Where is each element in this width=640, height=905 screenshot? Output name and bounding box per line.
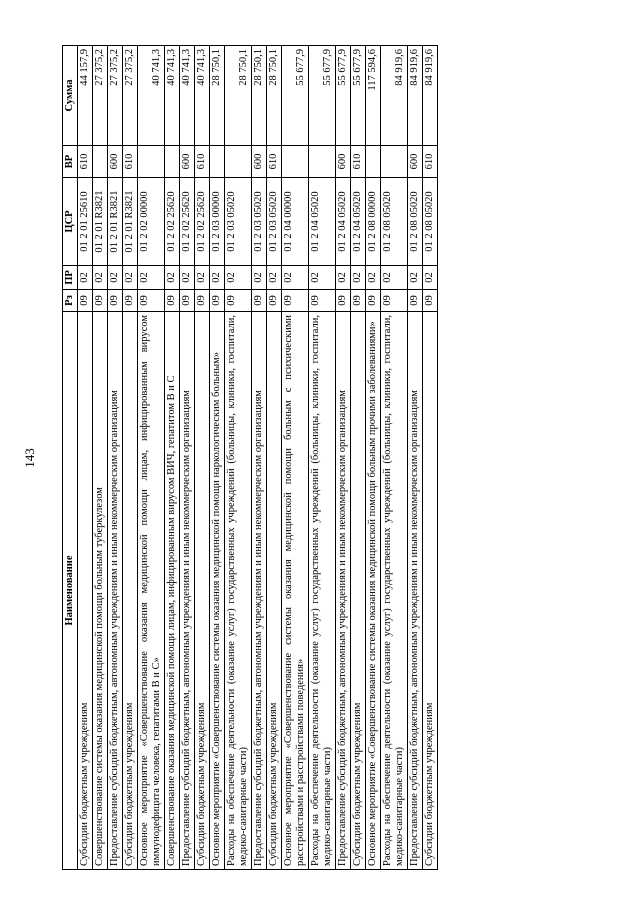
row-sum-cell: 84 919,6 xyxy=(381,46,408,146)
page-number: 143 xyxy=(22,448,37,468)
row-csr-cell: 01 2 08 05020 xyxy=(408,178,423,266)
row-rz-cell: 09 xyxy=(366,290,381,312)
row-vr-cell xyxy=(93,146,108,178)
row-vr-cell xyxy=(225,146,252,178)
row-sum-cell: 55 677,9 xyxy=(282,46,309,146)
row-csr-cell: 01 2 01 25610 xyxy=(78,178,93,266)
row-vr-cell: 610 xyxy=(423,146,438,178)
row-pr-cell: 02 xyxy=(366,266,381,290)
row-rz-cell: 09 xyxy=(180,290,195,312)
row-csr-cell: 01 2 02 25620 xyxy=(180,178,195,266)
row-rz-cell: 09 xyxy=(165,290,180,312)
row-sum-cell: 28 750,1 xyxy=(210,46,225,146)
row-name-cell: Предоставление субсидий бюджетным, автономным учреждениям и иным некоммерческим организациям xyxy=(108,312,123,870)
row-name-cell: Расходы на обеспечение деятельности (оказание услуг) государственных учреждений (больницы, клиники, госпитали, медико-санитарные части) xyxy=(381,312,408,870)
row-vr-cell xyxy=(309,146,336,178)
row-csr-cell: 01 2 01 R3821 xyxy=(93,178,108,266)
row-csr-cell: 01 2 08 05020 xyxy=(423,178,438,266)
row-vr-cell xyxy=(210,146,225,178)
row-rz-cell: 09 xyxy=(78,290,93,312)
table-row xyxy=(93,46,108,870)
row-name-cell: Предоставление субсидий бюджетным, автономным учреждениям и иным некоммерческим организациям xyxy=(180,312,195,870)
row-pr-cell: 02 xyxy=(93,266,108,290)
row-sum-cell: 84 919,6 xyxy=(423,46,438,146)
row-name-cell: Совершенствование системы оказания медицинской помощи больным туберкулезом xyxy=(93,312,108,870)
table-row xyxy=(165,46,180,870)
row-csr-cell: 01 2 02 25620 xyxy=(165,178,180,266)
header-csr: ЦСР xyxy=(63,178,78,266)
row-rz-cell: 09 xyxy=(267,290,282,312)
table-row xyxy=(336,46,351,870)
row-name-cell: Основное мероприятие «Совершенствование системы оказания медицинской помощи больным прочими заболеваниями» xyxy=(366,312,381,870)
row-csr-cell: 01 2 03 05020 xyxy=(267,178,282,266)
row-name-cell: Субсидии бюджетным учреждениям xyxy=(423,312,438,870)
row-pr-cell: 02 xyxy=(423,266,438,290)
row-pr-cell: 02 xyxy=(282,266,309,290)
row-vr-cell: 610 xyxy=(351,146,366,178)
row-sum-cell: 84 919,6 xyxy=(408,46,423,146)
row-sum-cell: 28 750,1 xyxy=(252,46,267,146)
row-pr-cell: 02 xyxy=(108,266,123,290)
row-pr-cell: 02 xyxy=(252,266,267,290)
header-vr: ВР xyxy=(63,146,78,178)
table-row xyxy=(78,46,93,870)
row-pr-cell: 02 xyxy=(336,266,351,290)
table-row xyxy=(138,46,165,870)
row-vr-cell: 600 xyxy=(108,146,123,178)
row-vr-cell: 600 xyxy=(336,146,351,178)
row-pr-cell: 02 xyxy=(408,266,423,290)
row-vr-cell: 610 xyxy=(123,146,138,178)
row-csr-cell: 01 2 04 05020 xyxy=(336,178,351,266)
table-row xyxy=(351,46,366,870)
row-sum-cell: 27 375,2 xyxy=(93,46,108,146)
row-rz-cell: 09 xyxy=(336,290,351,312)
row-name-cell: Совершенствование оказания медицинской помощи лицам, инфицированным вирусом ВИЧ, гепатитом В и С xyxy=(165,312,180,870)
table-row xyxy=(123,46,138,870)
row-pr-cell: 02 xyxy=(78,266,93,290)
row-csr-cell: 01 2 02 25620 xyxy=(195,178,210,266)
row-csr-cell: 01 2 01 R3821 xyxy=(123,178,138,266)
table-row xyxy=(108,46,123,870)
table-row xyxy=(252,46,267,870)
row-csr-cell: 01 2 03 05020 xyxy=(252,178,267,266)
row-sum-cell: 28 750,1 xyxy=(267,46,282,146)
row-vr-cell: 610 xyxy=(78,146,93,178)
row-sum-cell: 55 677,9 xyxy=(336,46,351,146)
row-rz-cell: 09 xyxy=(381,290,408,312)
row-pr-cell: 02 xyxy=(195,266,210,290)
row-rz-cell: 09 xyxy=(93,290,108,312)
row-name-cell: Субсидии бюджетным учреждениям xyxy=(123,312,138,870)
row-sum-cell: 27 375,2 xyxy=(123,46,138,146)
row-vr-cell: 600 xyxy=(252,146,267,178)
row-vr-cell xyxy=(165,146,180,178)
row-name-cell: Основное мероприятие «Совершенствование системы оказания медицинской помощи наркологическим больным» xyxy=(210,312,225,870)
table-row xyxy=(423,46,438,870)
row-name-cell: Предоставление субсидий бюджетным, автономным учреждениям и иным некоммерческим организациям xyxy=(408,312,423,870)
table-row xyxy=(381,46,408,870)
row-vr-cell xyxy=(138,146,165,178)
row-vr-cell xyxy=(366,146,381,178)
row-csr-cell: 01 2 03 05020 xyxy=(225,178,252,266)
row-sum-cell: 55 677,9 xyxy=(351,46,366,146)
row-sum-cell: 117 594,6 xyxy=(366,46,381,146)
header-name: Наименование xyxy=(63,312,78,870)
row-name-cell: Основное мероприятие «Совершенствование системы оказания медицинской помощи больным с психическими расстройствами и расстройствами поведения» xyxy=(282,312,309,870)
row-sum-cell: 40 741,3 xyxy=(138,46,165,146)
row-sum-cell: 27 375,2 xyxy=(108,46,123,146)
row-pr-cell: 02 xyxy=(267,266,282,290)
header-sum: Сумма xyxy=(63,46,78,146)
row-pr-cell: 02 xyxy=(309,266,336,290)
row-vr-cell xyxy=(381,146,408,178)
table-row xyxy=(195,46,210,870)
row-csr-cell: 01 2 04 00000 xyxy=(282,178,309,266)
row-name-cell: Предоставление субсидий бюджетным, автономным учреждениям и иным некоммерческим организациям xyxy=(252,312,267,870)
row-sum-cell: 55 677,9 xyxy=(309,46,336,146)
row-name-cell: Предоставление субсидий бюджетным, автономным учреждениям и иным некоммерческим организациям xyxy=(336,312,351,870)
row-rz-cell: 09 xyxy=(282,290,309,312)
table-row xyxy=(309,46,336,870)
row-sum-cell: 28 750,1 xyxy=(225,46,252,146)
row-pr-cell: 02 xyxy=(165,266,180,290)
row-rz-cell: 09 xyxy=(138,290,165,312)
row-vr-cell: 600 xyxy=(408,146,423,178)
row-csr-cell: 01 2 08 05020 xyxy=(381,178,408,266)
row-rz-cell: 09 xyxy=(195,290,210,312)
table-row xyxy=(366,46,381,870)
row-name-cell: Субсидии бюджетным учреждениям xyxy=(78,312,93,870)
row-sum-cell: 40 741,3 xyxy=(165,46,180,146)
row-rz-cell: 09 xyxy=(123,290,138,312)
table-body xyxy=(78,46,438,870)
row-vr-cell: 600 xyxy=(180,146,195,178)
budget-table xyxy=(62,45,438,870)
table-row xyxy=(210,46,225,870)
table-row xyxy=(408,46,423,870)
row-pr-cell: 02 xyxy=(225,266,252,290)
rotated-table-container xyxy=(62,46,586,870)
row-rz-cell: 09 xyxy=(210,290,225,312)
table-header-row xyxy=(63,46,78,870)
row-name-cell: Субсидии бюджетным учреждениям xyxy=(267,312,282,870)
row-name-cell: Основное мероприятие «Совершенствование оказания медицинской помощи лицам, инфицированным вирусом иммунодефицита человека, гепатитами В и С» xyxy=(138,312,165,870)
table-row xyxy=(180,46,195,870)
header-pr: ПР xyxy=(63,266,78,290)
row-vr-cell: 610 xyxy=(195,146,210,178)
row-rz-cell: 09 xyxy=(225,290,252,312)
row-rz-cell: 09 xyxy=(351,290,366,312)
row-rz-cell: 09 xyxy=(309,290,336,312)
row-csr-cell: 01 2 04 05020 xyxy=(351,178,366,266)
row-pr-cell: 02 xyxy=(123,266,138,290)
row-csr-cell: 01 2 01 R3821 xyxy=(108,178,123,266)
row-rz-cell: 09 xyxy=(252,290,267,312)
row-sum-cell: 44 157,9 xyxy=(78,46,93,146)
table-row xyxy=(225,46,252,870)
table-row xyxy=(282,46,309,870)
row-name-cell: Субсидии бюджетным учреждениям xyxy=(195,312,210,870)
row-rz-cell: 09 xyxy=(423,290,438,312)
row-pr-cell: 02 xyxy=(381,266,408,290)
row-sum-cell: 40 741,3 xyxy=(180,46,195,146)
row-pr-cell: 02 xyxy=(351,266,366,290)
table-row xyxy=(267,46,282,870)
row-csr-cell: 01 2 04 05020 xyxy=(309,178,336,266)
row-vr-cell: 610 xyxy=(267,146,282,178)
row-pr-cell: 02 xyxy=(180,266,195,290)
row-csr-cell: 01 2 03 00000 xyxy=(210,178,225,266)
row-csr-cell: 01 2 02 00000 xyxy=(138,178,165,266)
row-vr-cell xyxy=(282,146,309,178)
row-rz-cell: 09 xyxy=(408,290,423,312)
row-name-cell: Субсидии бюджетным учреждениям xyxy=(351,312,366,870)
header-rz: Рз xyxy=(63,290,78,312)
row-pr-cell: 02 xyxy=(138,266,165,290)
row-name-cell: Расходы на обеспечение деятельности (оказание услуг) государственных учреждений (больницы, клиники, госпитали, медико-санитарные части) xyxy=(309,312,336,870)
row-pr-cell: 02 xyxy=(210,266,225,290)
row-name-cell: Расходы на обеспечение деятельности (оказание услуг) государственных учреждений (больницы, клиники, госпитали, медико-санитарные части) xyxy=(225,312,252,870)
row-rz-cell: 09 xyxy=(108,290,123,312)
row-sum-cell: 40 741,3 xyxy=(195,46,210,146)
row-csr-cell: 01 2 08 00000 xyxy=(366,178,381,266)
